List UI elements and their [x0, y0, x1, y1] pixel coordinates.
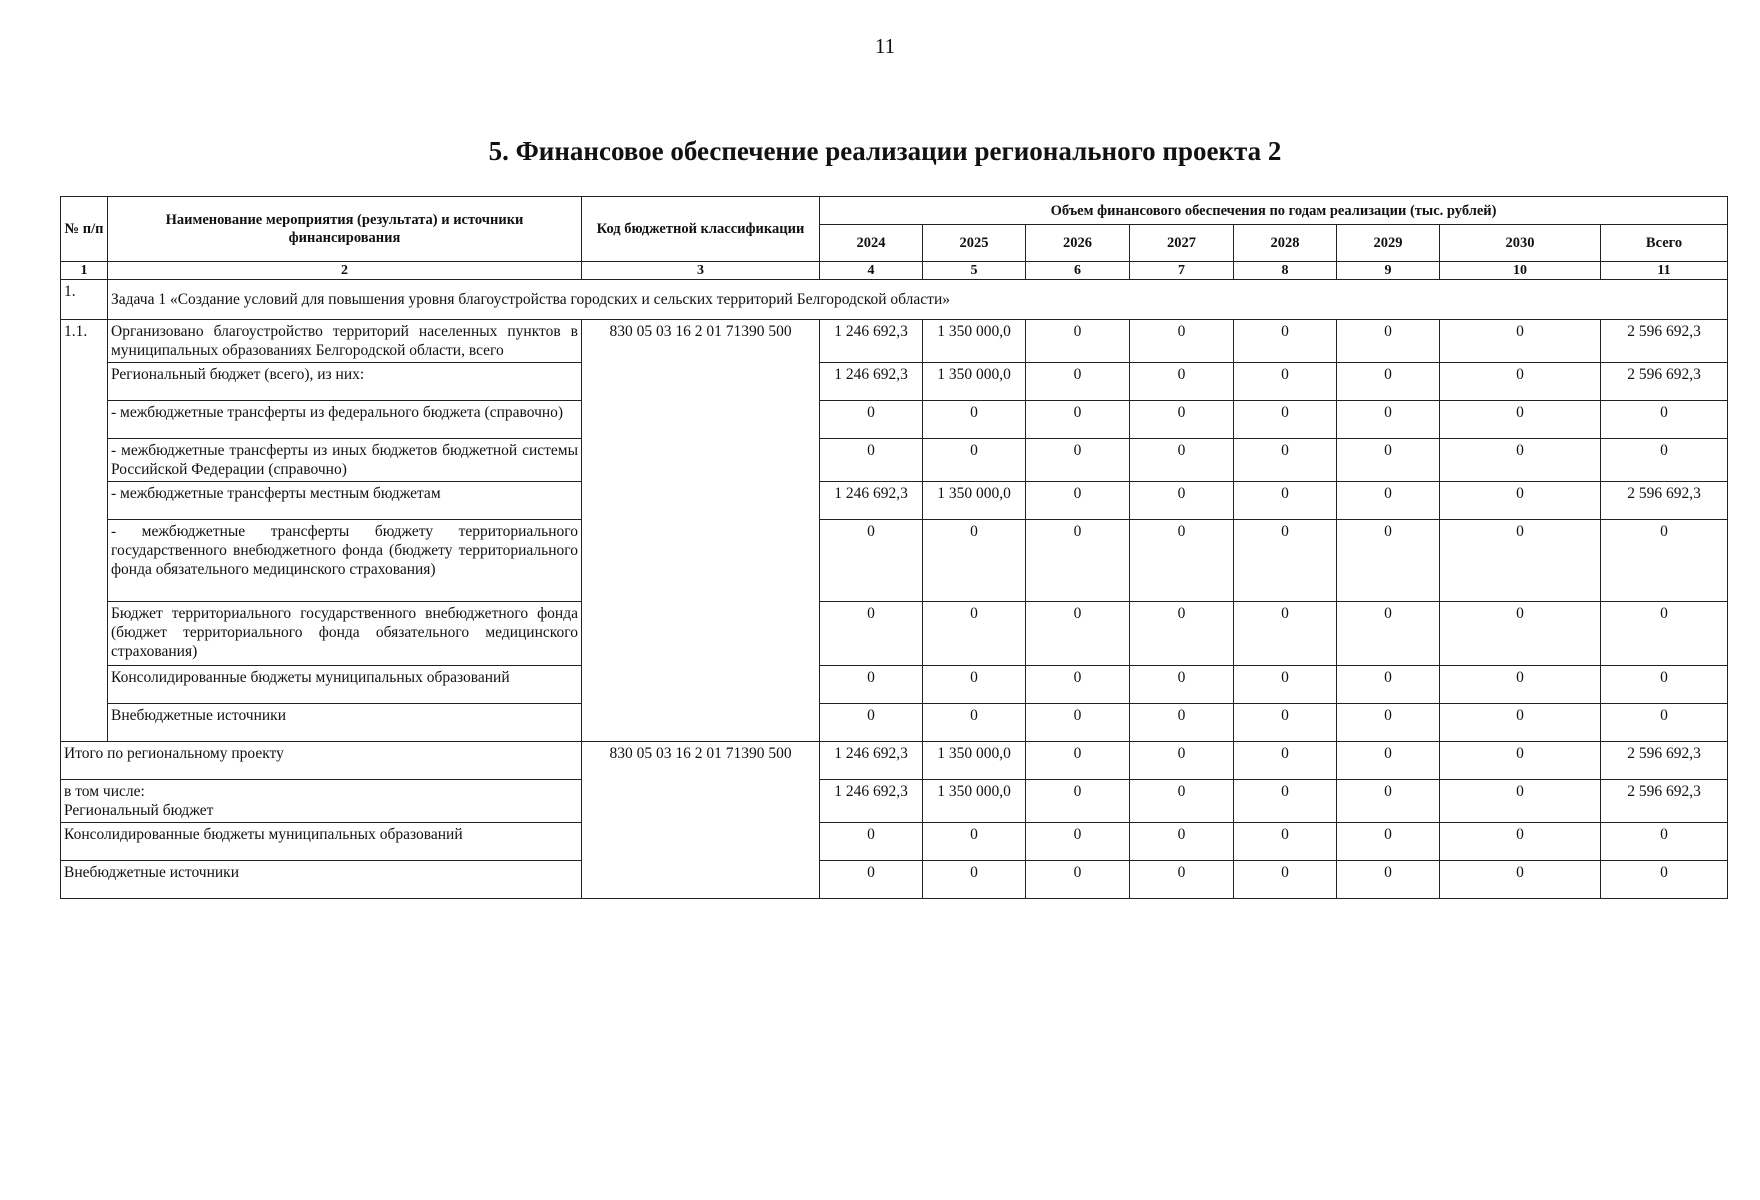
- value-cell: 0: [1026, 666, 1130, 704]
- value-cell: 0: [1337, 742, 1440, 780]
- header-year: 2026: [1026, 225, 1130, 262]
- value-cell: 0: [1337, 666, 1440, 704]
- value-cell: 2 596 692,3: [1601, 482, 1728, 520]
- page-number: 11: [874, 34, 896, 58]
- value-cell: 0: [1337, 482, 1440, 520]
- value-cell: 0: [1234, 602, 1337, 666]
- value-cell: 0: [1130, 742, 1234, 780]
- value-cell: 0: [1440, 363, 1601, 401]
- value-cell: 0: [1440, 401, 1601, 439]
- value-cell: 0: [1440, 823, 1601, 861]
- value-cell: 0: [1130, 602, 1234, 666]
- value-cell: 0: [1601, 401, 1728, 439]
- value-cell: 0: [1337, 320, 1440, 363]
- column-number: 4: [820, 262, 923, 280]
- row-name: - межбюджетные трансферты бюджету территориального государственного внебюджетного фонда (бюджету территориального фонда обязательного медицинского страхования): [108, 520, 582, 602]
- value-cell: 0: [1234, 742, 1337, 780]
- value-cell: 1 246 692,3: [820, 482, 923, 520]
- task-number: 1.: [61, 280, 108, 320]
- value-cell: 0: [923, 602, 1026, 666]
- value-cell: 0: [923, 401, 1026, 439]
- value-cell: 2 596 692,3: [1601, 320, 1728, 363]
- value-cell: 1 246 692,3: [820, 742, 923, 780]
- value-cell: 0: [1234, 666, 1337, 704]
- column-number: 11: [1601, 262, 1728, 280]
- total-row-name: Внебюджетные источники: [61, 861, 582, 899]
- value-cell: 0: [820, 602, 923, 666]
- value-cell: 0: [1337, 363, 1440, 401]
- regional-budget-label: Региональный бюджет: [64, 802, 214, 819]
- total-row-name: Итого по региональному проекту: [61, 742, 582, 780]
- value-cell: 0: [1130, 482, 1234, 520]
- header-num: № п/п: [61, 197, 108, 262]
- value-cell: 1 350 000,0: [923, 780, 1026, 823]
- value-cell: 0: [1234, 482, 1337, 520]
- column-number: 1: [61, 262, 108, 280]
- value-cell: 0: [820, 401, 923, 439]
- value-cell: 0: [1337, 823, 1440, 861]
- value-cell: 0: [923, 666, 1026, 704]
- value-cell: 0: [1130, 320, 1234, 363]
- column-number: 9: [1337, 262, 1440, 280]
- value-cell: 1 246 692,3: [820, 320, 923, 363]
- value-cell: 0: [1026, 823, 1130, 861]
- totals-budget-code: 830 05 03 16 2 01 71390 500: [582, 742, 820, 899]
- value-cell: 0: [820, 704, 923, 742]
- row-name: - межбюджетные трансферты из иных бюджетов бюджетной системы Российской Федерации (справочно): [108, 439, 582, 482]
- value-cell: 0: [820, 439, 923, 482]
- header-year: 2024: [820, 225, 923, 262]
- value-cell: 0: [1440, 439, 1601, 482]
- row-name: Региональный бюджет (всего), из них:: [108, 363, 582, 401]
- value-cell: 0: [1440, 320, 1601, 363]
- value-cell: 0: [1234, 520, 1337, 602]
- value-cell: 0: [1026, 520, 1130, 602]
- value-cell: 0: [1130, 666, 1234, 704]
- column-number: 5: [923, 262, 1026, 280]
- item-number: 1.1.: [61, 320, 108, 742]
- value-cell: 0: [923, 439, 1026, 482]
- value-cell: 0: [1440, 861, 1601, 899]
- financing-table: [60, 196, 1728, 899]
- total-row-name: Консолидированные бюджеты муниципальных образований: [61, 823, 582, 861]
- row-name: Консолидированные бюджеты муниципальных образований: [108, 666, 582, 704]
- value-cell: 0: [1026, 861, 1130, 899]
- value-cell: 0: [1026, 742, 1130, 780]
- value-cell: 0: [1337, 439, 1440, 482]
- row-name: - межбюджетные трансферты из федерального бюджета (справочно): [108, 401, 582, 439]
- value-cell: 1 350 000,0: [923, 482, 1026, 520]
- value-cell: 0: [1337, 602, 1440, 666]
- value-cell: 0: [1601, 666, 1728, 704]
- value-cell: 0: [1337, 520, 1440, 602]
- value-cell: 1 246 692,3: [820, 780, 923, 823]
- header-name: Наименование мероприятия (результата) и источники финансирования: [108, 197, 582, 262]
- value-cell: 0: [923, 520, 1026, 602]
- budget-code: 830 05 03 16 2 01 71390 500: [582, 320, 820, 742]
- value-cell: 1 350 000,0: [923, 363, 1026, 401]
- value-cell: 0: [1026, 704, 1130, 742]
- header-year: 2029: [1337, 225, 1440, 262]
- value-cell: 1 350 000,0: [923, 320, 1026, 363]
- header-year: 2028: [1234, 225, 1337, 262]
- value-cell: 0: [820, 520, 923, 602]
- header-year: 2025: [923, 225, 1026, 262]
- column-number: 6: [1026, 262, 1130, 280]
- value-cell: 0: [1130, 704, 1234, 742]
- value-cell: 0: [1234, 861, 1337, 899]
- value-cell: 0: [1234, 401, 1337, 439]
- column-number: 3: [582, 262, 820, 280]
- header-year: 2030: [1440, 225, 1601, 262]
- value-cell: 2 596 692,3: [1601, 363, 1728, 401]
- header-year: 2027: [1130, 225, 1234, 262]
- total-row-name: [61, 780, 582, 823]
- value-cell: 0: [1234, 780, 1337, 823]
- value-cell: 0: [1440, 666, 1601, 704]
- value-cell: 0: [1440, 520, 1601, 602]
- value-cell: 0: [1026, 780, 1130, 823]
- row-name: Внебюджетные источники: [108, 704, 582, 742]
- value-cell: 0: [923, 861, 1026, 899]
- page-title: 5. Финансовое обеспечение реализации регионального проекта 2: [488, 136, 1282, 166]
- value-cell: 0: [820, 666, 923, 704]
- value-cell: 0: [1026, 401, 1130, 439]
- value-cell: 0: [1130, 780, 1234, 823]
- value-cell: 0: [1337, 780, 1440, 823]
- value-cell: 0: [923, 823, 1026, 861]
- column-number: 2: [108, 262, 582, 280]
- header-code: Код бюджетной классификации: [582, 197, 820, 262]
- value-cell: 2 596 692,3: [1601, 780, 1728, 823]
- value-cell: 0: [1601, 520, 1728, 602]
- value-cell: 1 350 000,0: [923, 742, 1026, 780]
- value-cell: 0: [1440, 602, 1601, 666]
- value-cell: 2 596 692,3: [1601, 742, 1728, 780]
- value-cell: 0: [1234, 704, 1337, 742]
- value-cell: 0: [820, 861, 923, 899]
- value-cell: 0: [1440, 780, 1601, 823]
- value-cell: 0: [1026, 363, 1130, 401]
- value-cell: 0: [1234, 823, 1337, 861]
- value-cell: 0: [1337, 861, 1440, 899]
- value-cell: 0: [1601, 439, 1728, 482]
- value-cell: 0: [1130, 439, 1234, 482]
- value-cell: 0: [923, 704, 1026, 742]
- value-cell: 0: [1601, 704, 1728, 742]
- value-cell: 0: [1234, 363, 1337, 401]
- value-cell: 0: [1130, 520, 1234, 602]
- value-cell: 0: [1026, 439, 1130, 482]
- column-number: 8: [1234, 262, 1337, 280]
- column-number: 7: [1130, 262, 1234, 280]
- header-volume: Объем финансового обеспечения по годам реализации (тыс. рублей): [820, 197, 1728, 225]
- task-title: Задача 1 «Создание условий для повышения уровня благоустройства городских и сельских территорий Белгородской области»: [108, 280, 1728, 320]
- value-cell: 0: [1234, 439, 1337, 482]
- including-label: в том числе:: [64, 783, 145, 800]
- value-cell: 0: [1026, 320, 1130, 363]
- value-cell: 0: [1440, 742, 1601, 780]
- value-cell: 0: [1234, 320, 1337, 363]
- row-name: Бюджет территориального государственного внебюджетного фонда (бюджет территориального фонда обязательного медицинского страхования): [108, 602, 582, 666]
- value-cell: 0: [820, 823, 923, 861]
- value-cell: 0: [1601, 823, 1728, 861]
- value-cell: 1 246 692,3: [820, 363, 923, 401]
- value-cell: 0: [1440, 482, 1601, 520]
- value-cell: 0: [1337, 401, 1440, 439]
- value-cell: 0: [1337, 704, 1440, 742]
- value-cell: 0: [1130, 363, 1234, 401]
- row-name: Организовано благоустройство территорий населенных пунктов в муниципальных образованиях Белгородской области, всего: [108, 320, 582, 363]
- header-total: Всего: [1601, 225, 1728, 262]
- value-cell: 0: [1130, 823, 1234, 861]
- value-cell: 0: [1601, 602, 1728, 666]
- value-cell: 0: [1130, 401, 1234, 439]
- column-number: 10: [1440, 262, 1601, 280]
- row-name: - межбюджетные трансферты местным бюджетам: [108, 482, 582, 520]
- value-cell: 0: [1601, 861, 1728, 899]
- value-cell: 0: [1026, 602, 1130, 666]
- value-cell: 0: [1440, 704, 1601, 742]
- value-cell: 0: [1130, 861, 1234, 899]
- value-cell: 0: [1026, 482, 1130, 520]
